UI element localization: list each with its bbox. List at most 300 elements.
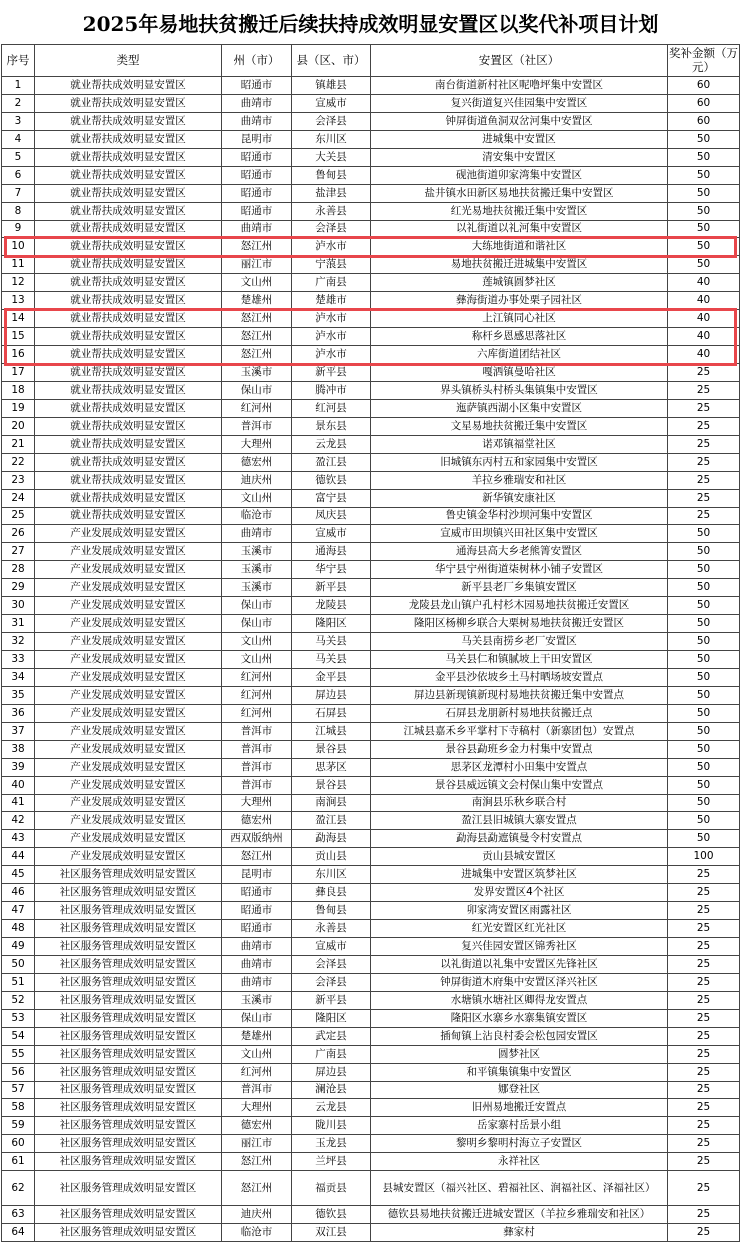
row-county: 思茅区 — [292, 758, 371, 776]
table-row — [2, 1153, 740, 1171]
row-county: 永善县 — [292, 920, 371, 938]
table-row — [2, 776, 740, 794]
row-amount: 25 — [668, 973, 740, 991]
row-settlement: 钟屏街道木府集中安置区泽兴社区 — [371, 973, 668, 991]
row-type: 社区服务管理成效明显安置区 — [35, 902, 222, 920]
row-index: 10 — [2, 238, 35, 256]
row-amount: 25 — [668, 453, 740, 471]
row-index: 1 — [2, 77, 35, 95]
row-type: 社区服务管理成效明显安置区 — [35, 1099, 222, 1117]
table-row — [2, 758, 740, 776]
row-amount: 50 — [668, 525, 740, 543]
table-row — [2, 417, 740, 435]
row-index: 32 — [2, 633, 35, 651]
row-amount: 50 — [668, 830, 740, 848]
row-county: 马关县 — [292, 633, 371, 651]
row-county: 大关县 — [292, 148, 371, 166]
row-county: 云龙县 — [292, 435, 371, 453]
row-prefecture: 德宏州 — [222, 812, 292, 830]
header-type: 类型 — [35, 45, 222, 77]
row-type: 就业帮扶成效明显安置区 — [35, 310, 222, 328]
row-amount: 25 — [668, 507, 740, 525]
table-row — [2, 435, 740, 453]
header-county: 县（区、市） — [292, 45, 371, 77]
table-row — [2, 292, 740, 310]
row-county: 腾冲市 — [292, 381, 371, 399]
row-prefecture: 玉溪市 — [222, 991, 292, 1009]
row-county: 石屏县 — [292, 704, 371, 722]
row-type: 社区服务管理成效明显安置区 — [35, 1224, 222, 1242]
row-prefecture: 普洱市 — [222, 776, 292, 794]
table-row — [2, 346, 740, 364]
row-prefecture: 曲靖市 — [222, 955, 292, 973]
table-row — [2, 507, 740, 525]
table-row — [2, 130, 740, 148]
row-county: 东川区 — [292, 866, 371, 884]
row-type: 社区服务管理成效明显安置区 — [35, 866, 222, 884]
row-county: 会泽县 — [292, 955, 371, 973]
row-county: 鲁甸县 — [292, 166, 371, 184]
row-settlement: 旧城镇东丙村五和家园集中安置区 — [371, 453, 668, 471]
row-prefecture: 保山市 — [222, 1009, 292, 1027]
row-settlement: 迤萨镇西湖小区集中安置区 — [371, 399, 668, 417]
row-type: 产业发展成效明显安置区 — [35, 686, 222, 704]
table-row — [2, 453, 740, 471]
row-amount: 25 — [668, 1171, 740, 1206]
row-index: 51 — [2, 973, 35, 991]
row-settlement: 嘎洒镇曼哈社区 — [371, 364, 668, 382]
row-prefecture: 迪庆州 — [222, 471, 292, 489]
row-type: 就业帮扶成效明显安置区 — [35, 381, 222, 399]
row-type: 产业发展成效明显安置区 — [35, 848, 222, 866]
table-row — [2, 938, 740, 956]
row-type: 社区服务管理成效明显安置区 — [35, 884, 222, 902]
table-row — [2, 274, 740, 292]
table-row — [2, 77, 740, 95]
row-type: 产业发展成效明显安置区 — [35, 776, 222, 794]
row-prefecture: 大理州 — [222, 794, 292, 812]
row-type: 社区服务管理成效明显安置区 — [35, 938, 222, 956]
row-county: 新平县 — [292, 364, 371, 382]
table-row — [2, 543, 740, 561]
row-prefecture: 曲靖市 — [222, 112, 292, 130]
row-prefecture: 玉溪市 — [222, 561, 292, 579]
row-amount: 50 — [668, 651, 740, 669]
row-prefecture: 保山市 — [222, 615, 292, 633]
row-prefecture: 普洱市 — [222, 740, 292, 758]
row-type: 产业发展成效明显安置区 — [35, 525, 222, 543]
row-index: 9 — [2, 220, 35, 238]
row-amount: 50 — [668, 668, 740, 686]
row-amount: 25 — [668, 1206, 740, 1224]
row-type: 就业帮扶成效明显安置区 — [35, 166, 222, 184]
row-type: 产业发展成效明显安置区 — [35, 668, 222, 686]
table-row — [2, 651, 740, 669]
row-index: 30 — [2, 597, 35, 615]
row-settlement: 圆梦社区 — [371, 1045, 668, 1063]
row-county: 宣威市 — [292, 938, 371, 956]
row-amount: 25 — [668, 938, 740, 956]
row-prefecture: 西双版纳州 — [222, 830, 292, 848]
row-settlement: 华宁县宁州街道柒树林小铺子安置区 — [371, 561, 668, 579]
table-row — [2, 184, 740, 202]
page-title: 2025年易地扶贫搬迁后续扶持成效明显安置区以奖代补项目计划 — [82, 11, 659, 36]
table-row — [2, 220, 740, 238]
row-settlement: 德钦县易地扶贫搬迁进城安置区（羊拉乡雅瑞安和社区） — [371, 1206, 668, 1224]
row-prefecture: 文山州 — [222, 1045, 292, 1063]
row-index: 23 — [2, 471, 35, 489]
row-type: 社区服务管理成效明显安置区 — [35, 1063, 222, 1081]
row-settlement: 水塘镇水塘社区卿得龙安置点 — [371, 991, 668, 1009]
row-index: 33 — [2, 651, 35, 669]
table-row — [2, 955, 740, 973]
table-row — [2, 848, 740, 866]
table-row — [2, 1206, 740, 1224]
table-row — [2, 489, 740, 507]
row-prefecture: 文山州 — [222, 651, 292, 669]
row-type: 产业发展成效明显安置区 — [35, 597, 222, 615]
row-amount: 25 — [668, 489, 740, 507]
row-type: 产业发展成效明显安置区 — [35, 633, 222, 651]
row-county: 鲁甸县 — [292, 902, 371, 920]
row-type: 就业帮扶成效明显安置区 — [35, 489, 222, 507]
row-settlement: 红光易地扶贫搬迁集中安置区 — [371, 202, 668, 220]
row-type: 社区服务管理成效明显安置区 — [35, 1153, 222, 1171]
row-amount: 40 — [668, 328, 740, 346]
row-type: 产业发展成效明显安置区 — [35, 722, 222, 740]
row-type: 社区服务管理成效明显安置区 — [35, 920, 222, 938]
row-index: 18 — [2, 381, 35, 399]
row-index: 48 — [2, 920, 35, 938]
row-prefecture: 玉溪市 — [222, 364, 292, 382]
row-type: 就业帮扶成效明显安置区 — [35, 148, 222, 166]
row-amount: 25 — [668, 471, 740, 489]
row-index: 16 — [2, 346, 35, 364]
row-settlement: 诺邓镇福堂社区 — [371, 435, 668, 453]
row-amount: 25 — [668, 902, 740, 920]
table-row — [2, 166, 740, 184]
table-row — [2, 579, 740, 597]
row-amount: 25 — [668, 364, 740, 382]
row-settlement: 隆阳区杨柳乡联合大栗树易地扶贫搬迁安置区 — [371, 615, 668, 633]
row-amount: 50 — [668, 686, 740, 704]
table-row — [2, 399, 740, 417]
row-type: 就业帮扶成效明显安置区 — [35, 184, 222, 202]
row-prefecture: 普洱市 — [222, 722, 292, 740]
row-index: 4 — [2, 130, 35, 148]
row-amount: 40 — [668, 310, 740, 328]
row-prefecture: 昭通市 — [222, 148, 292, 166]
row-settlement: 发界安置区4个社区 — [371, 884, 668, 902]
row-amount: 25 — [668, 381, 740, 399]
row-type: 就业帮扶成效明显安置区 — [35, 292, 222, 310]
row-prefecture: 怒江州 — [222, 848, 292, 866]
row-index: 57 — [2, 1081, 35, 1099]
row-county: 会泽县 — [292, 973, 371, 991]
row-amount: 50 — [668, 184, 740, 202]
row-prefecture: 文山州 — [222, 274, 292, 292]
row-settlement: 马关县仁和镇腻坡上干田安置区 — [371, 651, 668, 669]
table-row — [2, 615, 740, 633]
row-type: 就业帮扶成效明显安置区 — [35, 274, 222, 292]
row-prefecture: 玉溪市 — [222, 579, 292, 597]
row-index: 58 — [2, 1099, 35, 1117]
row-settlement: 复兴街道复兴佳园集中安置区 — [371, 94, 668, 112]
row-index: 35 — [2, 686, 35, 704]
table-body — [2, 77, 740, 1242]
table-row — [2, 256, 740, 274]
row-amount: 50 — [668, 704, 740, 722]
row-county: 澜沧县 — [292, 1081, 371, 1099]
table-row — [2, 973, 740, 991]
row-amount: 50 — [668, 794, 740, 812]
row-type: 社区服务管理成效明显安置区 — [35, 1045, 222, 1063]
row-type: 就业帮扶成效明显安置区 — [35, 202, 222, 220]
row-amount: 25 — [668, 435, 740, 453]
row-county: 东川区 — [292, 130, 371, 148]
row-prefecture: 怒江州 — [222, 328, 292, 346]
table-row — [2, 920, 740, 938]
row-prefecture: 丽江市 — [222, 256, 292, 274]
row-type: 就业帮扶成效明显安置区 — [35, 130, 222, 148]
row-county: 德钦县 — [292, 1206, 371, 1224]
row-settlement: 盐井镇水田新区易地扶贫搬迁集中安置区 — [371, 184, 668, 202]
row-amount: 100 — [668, 848, 740, 866]
row-prefecture: 普洱市 — [222, 1081, 292, 1099]
row-settlement: 马关县南捞乡老厂安置区 — [371, 633, 668, 651]
row-county: 富宁县 — [292, 489, 371, 507]
table-row — [2, 202, 740, 220]
row-settlement: 通海县高大乡老熊箐安置区 — [371, 543, 668, 561]
row-index: 41 — [2, 794, 35, 812]
table-row — [2, 525, 740, 543]
row-settlement: 进城集中安置区 — [371, 130, 668, 148]
row-index: 52 — [2, 991, 35, 1009]
row-prefecture: 红河州 — [222, 704, 292, 722]
row-prefecture: 昭通市 — [222, 202, 292, 220]
row-settlement: 进城集中安置区筑梦社区 — [371, 866, 668, 884]
row-index: 49 — [2, 938, 35, 956]
row-prefecture: 昆明市 — [222, 866, 292, 884]
row-county: 金平县 — [292, 668, 371, 686]
row-amount: 50 — [668, 148, 740, 166]
table-row — [2, 794, 740, 812]
row-settlement: 景谷县威远镇文会村保山集中安置点 — [371, 776, 668, 794]
row-settlement: 鲁史镇金华村沙坝河集中安置区 — [371, 507, 668, 525]
table-row — [2, 991, 740, 1009]
row-type: 就业帮扶成效明显安置区 — [35, 94, 222, 112]
row-county: 江城县 — [292, 722, 371, 740]
row-amount: 50 — [668, 633, 740, 651]
row-amount: 50 — [668, 722, 740, 740]
row-amount: 25 — [668, 1224, 740, 1242]
row-settlement: 隆阳区水寨乡水寨集镇安置区 — [371, 1009, 668, 1027]
row-settlement: 上江镇同心社区 — [371, 310, 668, 328]
table-row — [2, 812, 740, 830]
row-amount: 50 — [668, 238, 740, 256]
row-type: 产业发展成效明显安置区 — [35, 830, 222, 848]
row-settlement: 龙陵县龙山镇户孔村杉木园易地扶贫搬迁安置区 — [371, 597, 668, 615]
row-settlement: 和平镇集镇集中安置区 — [371, 1063, 668, 1081]
row-settlement: 县城安置区（福兴社区、碧福社区、润福社区、泽福社区） — [371, 1171, 668, 1206]
table-row — [2, 902, 740, 920]
row-type: 就业帮扶成效明显安置区 — [35, 453, 222, 471]
row-type: 就业帮扶成效明显安置区 — [35, 435, 222, 453]
table-row — [2, 1081, 740, 1099]
row-prefecture: 临沧市 — [222, 1224, 292, 1242]
row-settlement: 红光安置区红光社区 — [371, 920, 668, 938]
row-amount: 50 — [668, 166, 740, 184]
table-row — [2, 1027, 740, 1045]
header-index: 序号 — [2, 45, 35, 77]
row-index: 6 — [2, 166, 35, 184]
row-settlement: 新平县老厂乡集镇安置区 — [371, 579, 668, 597]
row-settlement: 宣威市田坝镇兴田社区集中安置区 — [371, 525, 668, 543]
row-county: 泸水市 — [292, 310, 371, 328]
row-settlement: 钟屏街道鱼洞双岔河集中安置区 — [371, 112, 668, 130]
table-row — [2, 866, 740, 884]
row-county: 通海县 — [292, 543, 371, 561]
row-index: 34 — [2, 668, 35, 686]
row-amount: 25 — [668, 1063, 740, 1081]
row-type: 产业发展成效明显安置区 — [35, 651, 222, 669]
row-settlement: 插甸镇上沾良村委会松包园安置区 — [371, 1027, 668, 1045]
row-type: 就业帮扶成效明显安置区 — [35, 471, 222, 489]
row-county: 会泽县 — [292, 220, 371, 238]
row-index: 59 — [2, 1117, 35, 1135]
row-prefecture: 红河州 — [222, 668, 292, 686]
row-type: 产业发展成效明显安置区 — [35, 794, 222, 812]
row-index: 37 — [2, 722, 35, 740]
row-amount: 50 — [668, 130, 740, 148]
row-prefecture: 怒江州 — [222, 310, 292, 328]
row-prefecture: 文山州 — [222, 489, 292, 507]
row-amount: 25 — [668, 955, 740, 973]
row-county: 陇川县 — [292, 1117, 371, 1135]
table-header-row — [2, 45, 740, 77]
row-prefecture: 昭通市 — [222, 920, 292, 938]
table-row — [2, 633, 740, 651]
row-index: 42 — [2, 812, 35, 830]
row-amount: 50 — [668, 812, 740, 830]
row-county: 马关县 — [292, 651, 371, 669]
table-row — [2, 471, 740, 489]
table-row — [2, 310, 740, 328]
row-settlement: 大练地街道和谐社区 — [371, 238, 668, 256]
table-row — [2, 1171, 740, 1206]
row-type: 产业发展成效明显安置区 — [35, 704, 222, 722]
row-type: 就业帮扶成效明显安置区 — [35, 399, 222, 417]
row-county: 会泽县 — [292, 112, 371, 130]
table-row — [2, 112, 740, 130]
row-amount: 50 — [668, 561, 740, 579]
row-amount: 40 — [668, 274, 740, 292]
row-county: 泸水市 — [292, 238, 371, 256]
row-type: 就业帮扶成效明显安置区 — [35, 364, 222, 382]
row-county: 勐海县 — [292, 830, 371, 848]
row-type: 社区服务管理成效明显安置区 — [35, 1171, 222, 1206]
row-amount: 25 — [668, 1027, 740, 1045]
row-prefecture: 怒江州 — [222, 346, 292, 364]
row-county: 德钦县 — [292, 471, 371, 489]
row-county: 泸水市 — [292, 328, 371, 346]
row-county: 华宁县 — [292, 561, 371, 579]
row-index: 53 — [2, 1009, 35, 1027]
row-settlement: 南涧县乐秋乡联合村 — [371, 794, 668, 812]
row-amount: 25 — [668, 399, 740, 417]
row-amount: 40 — [668, 346, 740, 364]
row-settlement: 羊拉乡雅瑞安和社区 — [371, 471, 668, 489]
row-settlement: 屏边县新现镇新现村易地扶贫搬迁集中安置点 — [371, 686, 668, 704]
row-amount: 25 — [668, 1135, 740, 1153]
row-index: 61 — [2, 1153, 35, 1171]
row-amount: 25 — [668, 1099, 740, 1117]
table-row — [2, 1009, 740, 1027]
row-amount: 25 — [668, 884, 740, 902]
row-county: 福贡县 — [292, 1171, 371, 1206]
row-type: 产业发展成效明显安置区 — [35, 579, 222, 597]
row-amount: 60 — [668, 77, 740, 95]
row-type: 社区服务管理成效明显安置区 — [35, 991, 222, 1009]
row-settlement: 莲城镇圆梦社区 — [371, 274, 668, 292]
row-county: 玉龙县 — [292, 1135, 371, 1153]
row-settlement: 界头镇桥头村桥头集镇集中安置区 — [371, 381, 668, 399]
row-index: 40 — [2, 776, 35, 794]
row-amount: 25 — [668, 920, 740, 938]
row-county: 景谷县 — [292, 776, 371, 794]
row-prefecture: 文山州 — [222, 633, 292, 651]
row-index: 56 — [2, 1063, 35, 1081]
row-index: 29 — [2, 579, 35, 597]
row-prefecture: 红河州 — [222, 399, 292, 417]
row-prefecture: 保山市 — [222, 381, 292, 399]
row-county: 广南县 — [292, 274, 371, 292]
row-type: 社区服务管理成效明显安置区 — [35, 1117, 222, 1135]
row-settlement: 贡山县城安置区 — [371, 848, 668, 866]
table-row — [2, 722, 740, 740]
row-settlement: 黎明乡黎明村海立子安置区 — [371, 1135, 668, 1153]
row-amount: 25 — [668, 1081, 740, 1099]
row-settlement: 以礼街道以礼集中安置区先锋社区 — [371, 955, 668, 973]
row-amount: 50 — [668, 543, 740, 561]
row-settlement: 卯家湾安置区雨露社区 — [371, 902, 668, 920]
row-county: 景谷县 — [292, 740, 371, 758]
row-county: 彝良县 — [292, 884, 371, 902]
row-index: 31 — [2, 615, 35, 633]
row-amount: 50 — [668, 776, 740, 794]
row-amount: 50 — [668, 758, 740, 776]
row-county: 新平县 — [292, 991, 371, 1009]
row-type: 产业发展成效明显安置区 — [35, 758, 222, 776]
row-amount: 25 — [668, 1009, 740, 1027]
row-settlement: 思茅区龙潭村小田集中安置点 — [371, 758, 668, 776]
row-settlement: 石屏县龙朋新村易地扶贫搬迁点 — [371, 704, 668, 722]
row-index: 12 — [2, 274, 35, 292]
row-prefecture: 普洱市 — [222, 758, 292, 776]
row-county: 新平县 — [292, 579, 371, 597]
table-row — [2, 884, 740, 902]
row-index: 27 — [2, 543, 35, 561]
row-prefecture: 昭通市 — [222, 884, 292, 902]
row-prefecture: 迪庆州 — [222, 1206, 292, 1224]
row-prefecture: 保山市 — [222, 597, 292, 615]
row-amount: 60 — [668, 94, 740, 112]
row-prefecture: 昭通市 — [222, 166, 292, 184]
row-type: 产业发展成效明显安置区 — [35, 543, 222, 561]
row-type: 就业帮扶成效明显安置区 — [35, 77, 222, 95]
row-index: 45 — [2, 866, 35, 884]
row-index: 24 — [2, 489, 35, 507]
